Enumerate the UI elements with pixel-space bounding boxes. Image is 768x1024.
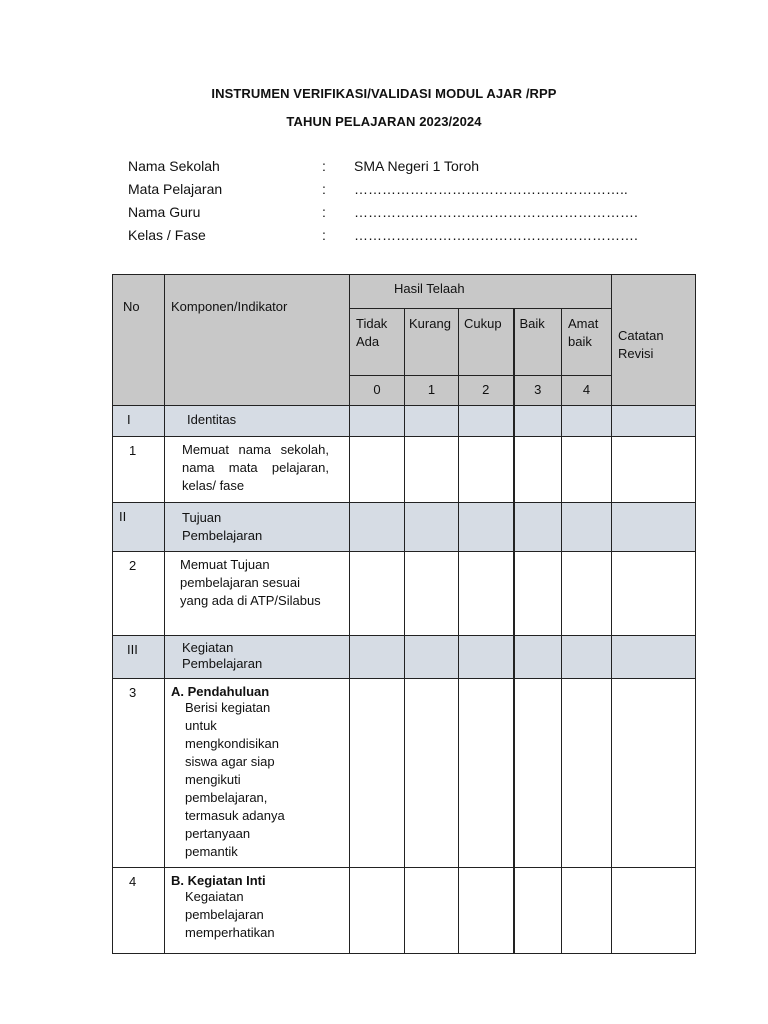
header-no	[113, 275, 165, 406]
criteria-label: Cukup	[464, 316, 502, 331]
row-text-content: Berisi kegiatan untuk mengkondisikan siswa agar siap mengikuti pembelajaran, termasuk adanya pertanyaan pemantik	[185, 700, 285, 859]
row-no-text: II	[119, 509, 127, 524]
row-no-text: I	[127, 412, 131, 427]
row-no	[113, 868, 165, 954]
table-row	[113, 679, 696, 868]
score-label: 1	[427, 382, 436, 397]
header-komponen	[165, 275, 350, 406]
row-no	[113, 679, 165, 868]
document-subtitle: TAHUN PELAJARAN 2023/2024	[286, 114, 482, 129]
criteria-amat-baik	[562, 309, 612, 376]
header-no-text: No	[123, 299, 140, 314]
score-0	[350, 376, 405, 406]
row-no	[113, 636, 165, 679]
table-row	[113, 868, 696, 954]
header-hasil-text: Hasil Telaah	[394, 281, 465, 296]
criteria-label: Tidak Ada	[356, 316, 388, 349]
score-label: 3	[534, 382, 542, 397]
info-label: Mata Pelajaran	[128, 181, 223, 197]
score-3	[514, 376, 562, 406]
section-row-kegiatan	[113, 636, 696, 679]
info-value: …………………………………………………….	[354, 227, 638, 243]
criteria-label: Amat baik	[568, 316, 599, 349]
score-2	[459, 376, 514, 406]
criteria-label: Kurang	[409, 316, 451, 331]
row-text	[165, 437, 350, 503]
header-row-1	[113, 275, 696, 309]
info-colon: :	[322, 204, 326, 220]
score-label: 0	[373, 382, 381, 397]
info-colon: :	[322, 158, 326, 174]
row-text	[165, 636, 350, 679]
table-row	[113, 552, 696, 636]
info-label: Nama Sekolah	[128, 158, 220, 174]
row-no-text: 1	[129, 443, 137, 458]
info-label: Nama Guru	[128, 204, 201, 220]
row-heading: A. Pendahuluan	[171, 684, 270, 699]
row-text	[165, 868, 350, 954]
verification-table	[112, 274, 696, 954]
row-text	[165, 406, 350, 437]
section-row-tujuan	[113, 503, 696, 552]
criteria-cukup	[459, 309, 514, 376]
section-row-identitas	[113, 406, 696, 437]
criteria-baik	[514, 309, 562, 376]
row-no-text: 3	[129, 685, 137, 700]
row-no-text: 2	[129, 558, 137, 573]
row-text-content: Identitas	[187, 412, 237, 427]
header-hasil-telaah	[350, 275, 612, 309]
row-text-content: Memuat nama sekolah, nama mata pelajaran, kelas/ fase	[182, 442, 329, 493]
header-komponen-text: Komponen/Indikator	[171, 299, 288, 314]
row-text	[165, 503, 350, 552]
row-no-text: 4	[129, 874, 137, 889]
row-text-content: Memuat Tujuan pembelajaran sesuai yang ada di ATP/Silabus	[180, 557, 321, 608]
row-text	[165, 552, 350, 636]
header-catatan-text: Catatan Revisi	[618, 328, 664, 361]
criteria-kurang	[405, 309, 459, 376]
row-text-content: Kegiatan Pembelajaran	[182, 640, 263, 671]
score-label: 4	[582, 382, 591, 397]
table-row	[113, 437, 696, 503]
header-catatan	[612, 275, 696, 406]
row-no-text: III	[127, 642, 138, 657]
row-text-content: Kegaiatan pembelajaran memperhatikan	[185, 889, 275, 940]
row-text	[165, 679, 350, 868]
info-value: …………………………………………………..	[354, 181, 628, 197]
criteria-label: Baik	[519, 316, 545, 331]
row-text-content: Tujuan Pembelajaran	[182, 510, 263, 543]
info-colon: :	[322, 181, 326, 197]
row-no	[113, 406, 165, 437]
info-value: …………………………………………………….	[354, 204, 638, 220]
row-no	[113, 437, 165, 503]
info-label: Kelas / Fase	[128, 227, 206, 243]
score-label: 2	[482, 382, 490, 397]
info-colon: :	[322, 227, 326, 243]
row-heading: B. Kegiatan Inti	[171, 873, 266, 888]
info-value: SMA Negeri 1 Toroh	[354, 158, 480, 174]
row-no	[113, 552, 165, 636]
row-no	[113, 503, 165, 552]
document-title: INSTRUMEN VERIFIKASI/VALIDASI MODUL AJAR /RPP	[211, 86, 557, 101]
score-1	[405, 376, 459, 406]
score-4	[562, 376, 612, 406]
criteria-tidak-ada	[350, 309, 405, 376]
